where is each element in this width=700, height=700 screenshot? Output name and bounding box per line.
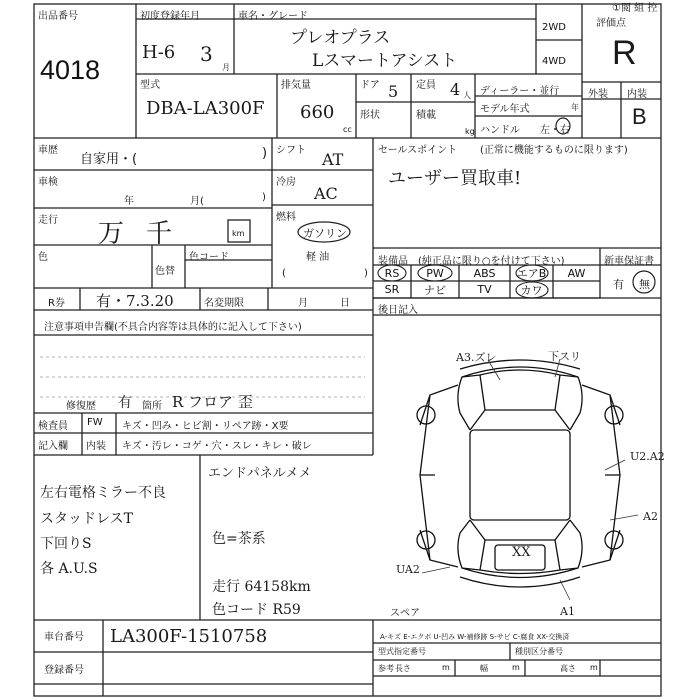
damage-legend: A-キズ E-エクボ U-凹み W-補修跡 S-サビ C-腐食 XX-交換済 [380,633,570,641]
type-value: DBA-LA300F [146,98,265,119]
grade-name: Lスマートアシスト [312,51,458,71]
equipment-item-navi: ナビ [424,283,446,297]
color-code-label: 色コード [189,252,229,263]
shift-label: シフト [276,145,306,156]
model-name: プレオプラス [290,28,391,48]
repair-history-label: 修復歴 [66,401,96,412]
fuel-close-paren: ) [364,268,368,279]
height-label: 高さ [560,664,576,673]
sales-point-label: セールスポイント [378,145,458,156]
rear-left-fender [458,520,480,570]
type-designation-label: 型式指定番号 [378,647,426,656]
notes-label: 注意事項申告欄(不具合内容等は具体的に記入して下さい) [44,322,302,333]
fuel-open-paren: ( [282,268,286,279]
equipment-item-pw: PW [426,266,444,280]
damage-label-a3: A3.ズレ [456,351,497,364]
stock-label: 出品番号 [38,11,78,22]
model-year-label: モデル年式 [480,104,530,115]
registration-number-label: 登録番号 [44,665,84,676]
rear-right-fender [560,520,582,570]
remark-right-4: 色コード R59 [212,602,301,618]
reference-label: 参考 [378,664,394,673]
car-damage-diagram [400,355,650,605]
remark-right-1: エンドパネルメメ [208,466,312,481]
doors-label: ドア [360,80,380,91]
history-label: 車歴 [38,145,58,156]
r-ken-label: R券 [48,298,65,309]
length-unit: m [442,663,450,672]
capacity-unit: 人 [463,91,471,100]
class-number-label: 種別区分番号 [515,647,563,656]
remark-left-4: 各 A.U.S [40,561,98,577]
damage-label-scuff: 下スリ [548,350,581,363]
type-label: 型式 [140,80,160,91]
equipment-item-sr: SR [384,283,400,296]
left-side-outline [420,385,458,567]
inspector-interior-text: キズ・汚レ・コゲ・穴・スレ・キレ・破レ [122,441,312,452]
sales-point-note: (正常に機能するものに限ります) [480,145,628,156]
grade-point-value: R [612,34,637,72]
shape-label: 形状 [360,110,380,121]
windshield-outline [470,410,570,430]
drive-4wd: 4WD [542,56,566,67]
damage-label-spare: スペア [390,608,420,619]
name-change-label: 名変期限 [204,298,244,309]
length-label: 長さ [395,664,411,673]
inspector-fw-text: キズ・凹み・ヒビ割・リペア跡・X要 [122,421,289,432]
first-registration-month-unit: 月 [222,63,230,72]
grade-point-label: 評価点 [596,18,626,29]
fuel-value: ガソリン [303,227,347,240]
history-close-paren: ) [262,146,268,161]
equipment-circle-marks [373,262,573,300]
width-unit: m [512,663,520,672]
damage-label-a2: A2 [643,510,658,523]
color-label: 色 [38,252,48,263]
warranty-yes: 有 [613,278,624,291]
fuel-label: 燃料 [276,212,296,223]
name-change-month: 月 [298,298,308,309]
dealer-label: ディーラー・並行 [480,86,560,97]
first-registration-month: 3 [200,42,213,66]
right-side-outline [582,385,620,567]
mileage-sen: 千 [146,219,173,249]
roof-outline [470,430,570,520]
remark-left-2: スタッドレスT [40,511,133,527]
width-label: 幅 [480,664,488,673]
ac-value: AC [314,184,338,203]
name-change-day: 日 [340,298,350,309]
displacement-unit: cc [343,125,352,134]
damage-label-a1: A1 [560,605,575,618]
equipment-label: 装備品 [378,256,408,267]
inspection-month-unit: 月( [190,196,204,207]
equipment-item-leather: カワ [520,283,543,297]
load-unit: kg [465,127,475,136]
exterior-label: 外装 [588,89,608,100]
inspection-close-paren: ) [262,192,266,203]
remark-right-2: 色=茶系 [212,531,266,547]
load-label: 積載 [416,110,436,121]
stock-number: 4018 [40,55,101,85]
handle-value: 左・右 [540,125,570,136]
mileage-km-unit: km [232,229,245,238]
mileage-label: 走行 [38,215,58,226]
tr-label: ①閲 組 控 [612,3,658,14]
damage-label-ua2: UA2 [396,563,420,576]
model-grade-label: 車名・グレード [238,11,308,22]
repaint-label: 色替 [155,266,175,277]
repair-location-label: 箇所 [142,401,162,412]
inspector-label: 検査員 [38,421,68,432]
rear-bumper-outer [460,577,580,587]
damage-label-u2a2: U2.A2 [630,450,665,463]
ac-label: 冷房 [276,177,296,188]
remark-left-3: 下回りS [40,536,92,552]
handle-label: ハンドル [480,125,520,136]
equipment-item-rs: RS [384,266,400,280]
inspection-year-unit: 年 [124,196,134,207]
inspector-fw: FW [87,417,103,428]
inspection-label: 車検 [38,177,58,188]
mileage-man: 万 [98,219,125,249]
model-year-unit: 年 [571,103,579,112]
repair-location-value: R フロア 歪 [172,393,253,411]
capacity-value: 4 [450,80,461,99]
equipment-item-tv: TV [477,283,492,296]
first-registration-era: H-6 [142,42,176,63]
chassis-number-label: 車台番号 [44,632,84,643]
displacement-label: 排気量 [281,80,311,91]
shift-value: AT [322,150,344,169]
height-unit: m [590,663,598,672]
fuel-alt: 軽 油 [306,252,330,263]
after-entry-label: 後日記入 [378,305,418,316]
rear-glass-outline [470,520,570,540]
first-registration-label: 初度登録年月 [140,11,200,22]
hood-outline [480,370,560,410]
drive-2wd: 2WD [542,22,566,33]
handle-circle-mark [554,116,572,136]
history-value: 自家用・( [80,152,138,167]
inspector-interior: 内装 [86,441,106,452]
interior-grade: B [632,104,647,129]
capacity-label: 定員 [416,80,436,91]
equipment-note: (純正品に限り○を付けて下さい) [418,256,565,267]
chassis-number-value: LA300F-1510758 [110,626,268,647]
remark-left-1: 左右電格ミラー不良 [40,485,166,501]
doors-value: 5 [388,82,399,101]
warranty-no: 無 [639,278,650,291]
fuel-circle-mark [296,220,352,244]
equipment-item-aw: AW [567,266,586,280]
entry-field-label: 記入欄 [38,441,68,452]
repair-history-value: 有 [118,395,132,411]
sales-point-handwritten: ユーザー買取車! [388,168,522,189]
equipment-item-abs: ABS [473,266,496,280]
damage-label-xx: XX [512,545,531,560]
remark-right-3: 走行 64158km [212,579,311,595]
interior-label: 内装 [627,89,647,100]
equipment-item-airbag: エアB [516,267,547,280]
warranty-circle-mark [630,268,658,296]
displacement-value: 660 [300,102,335,123]
r-ken-value: 有・7.3.20 [96,292,174,310]
warranty-label: 新車保証書 [604,256,654,267]
